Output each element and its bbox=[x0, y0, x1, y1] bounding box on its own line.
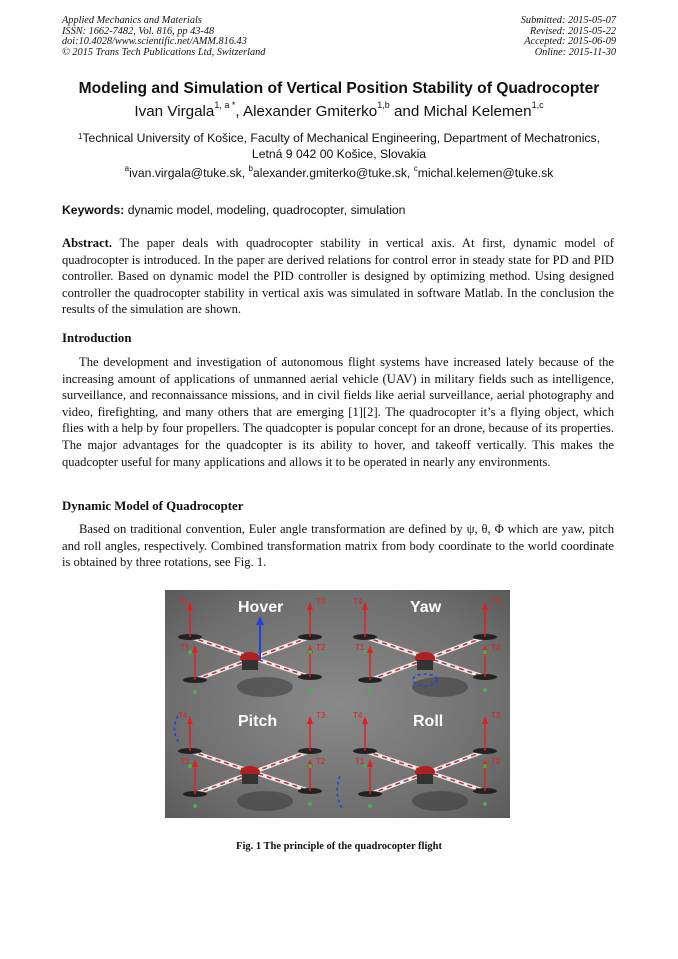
email-superscript: a bbox=[124, 164, 130, 173]
author-superscript: 1,b bbox=[377, 100, 390, 110]
thrust-label: T3 bbox=[316, 597, 326, 606]
issn-line: ISSN: 1662-7482, Vol. 816, pp 43-48 bbox=[62, 25, 215, 37]
thrust-label: T4 bbox=[178, 711, 188, 720]
email-address: ivan.virgala@tuke.sk, bbox=[129, 166, 249, 180]
journal-header-left bbox=[62, 16, 265, 58]
thrust-label: T2 bbox=[491, 757, 501, 766]
journal-header-right bbox=[521, 16, 616, 58]
thrust-label: T1 bbox=[355, 643, 365, 652]
email-superscript: b bbox=[248, 164, 253, 173]
hover-panel bbox=[178, 597, 326, 697]
accepted-date: Accepted: 2015-06-09 bbox=[524, 36, 616, 48]
author-list bbox=[0, 100, 678, 120]
thrust-label: T3 bbox=[491, 597, 501, 606]
author-separator: and bbox=[389, 103, 424, 120]
author-superscript: 1,c bbox=[531, 100, 544, 110]
author-name: Ivan Virgala bbox=[134, 103, 215, 120]
thrust-label: T2 bbox=[491, 643, 501, 652]
pitch-panel bbox=[174, 711, 325, 811]
panel-label-pitch: Pitch bbox=[238, 713, 278, 730]
figure-caption: Fig. 1 The principle of the quadrocopter flight bbox=[236, 841, 442, 852]
email-superscript: c bbox=[413, 164, 418, 173]
revised-date: Revised: 2015-05-22 bbox=[529, 25, 616, 37]
author-superscript: 1, a * bbox=[214, 100, 236, 110]
paper-title: Modeling and Simulation of Vertical Position Stability of Quadrocopter bbox=[78, 80, 600, 97]
yaw-panel bbox=[353, 597, 501, 697]
abstract bbox=[62, 235, 614, 318]
copyright-line: © 2015 Trans Tech Publications Ltd, Switzerland bbox=[62, 46, 266, 58]
affiliation bbox=[62, 131, 616, 162]
email-address: alexander.gmiterko@tuke.sk, bbox=[252, 166, 414, 180]
email-address: michal.kelemen@tuke.sk bbox=[417, 166, 554, 180]
abstract-label: Abstract. bbox=[62, 236, 113, 250]
quadrocopter-illustration bbox=[165, 590, 510, 818]
affiliation-line-2: Letná 9 042 00 Košice, Slovakia bbox=[251, 146, 427, 161]
panel-label-hover: Hover bbox=[238, 599, 284, 616]
abstract-text: The paper deals with quadrocopter stability in vertical axis. At first, dynamic model of quadrocopter is introduced. In the paper are derived relations for control error in steady state for PD and PID controller. Based on dynamic model the PID controller is designed by optimizing method. Using designed controller the quadrocopter stability in vertical axis was simulated in software Matlab. In the conclusion the results of the simulation are shown. bbox=[62, 236, 614, 317]
panel-label-roll: Roll bbox=[413, 713, 444, 730]
thrust-label: T2 bbox=[316, 643, 326, 652]
keywords-text: dynamic model, modeling, quadrocopter, simulation bbox=[124, 203, 406, 217]
email-list bbox=[0, 166, 678, 180]
author-name: Alexander Gmiterko bbox=[242, 103, 378, 120]
doi-line: doi:10.4028/www.scientific.net/AMM.816.43 bbox=[62, 36, 247, 48]
dynamic-model-paragraph: Based on traditional convention, Euler angle transformation are defined by ψ, θ, Φ which are yaw, pitch and roll angles, respectively. Combined transformation matrix from body coordinate to the world coordinate is obtained by three rotations, see Fig. 1. bbox=[62, 522, 614, 570]
thrust-label: T1 bbox=[180, 757, 190, 766]
thrust-label: T3 bbox=[316, 711, 326, 720]
affiliation-superscript: 1 bbox=[78, 132, 83, 141]
thrust-label: T2 bbox=[316, 757, 326, 766]
section-heading-dynamic-model: Dynamic Model of Quadrocopter bbox=[62, 499, 244, 513]
submitted-date: Submitted: 2015-05-07 bbox=[520, 15, 616, 26]
introduction-paragraph: The development and investigation of autonomous flight systems have increased lately because of the increasing amount of applications of unmanned aerial vehicle (UAV) in military fields such as intelligence, surveillance, and reconnaissance missions, and in civil fields like aerial surveillance, aerial photography and video, firefighting, and many others that are emerging [1][2]. The quadrocopter it’s a flying object, which flies with a help by four propellers. The quadcopter is popular concept for an drone, because of its properties. The major advantages for the quadcopter is its ability to hover, and takeoff vertically. This makes the quadcopter useful for many applications and allows it to be operated in nearly any environments. bbox=[62, 355, 614, 469]
journal-name: Applied Mechanics and Materials bbox=[62, 15, 202, 26]
thrust-label: T1 bbox=[355, 757, 365, 766]
keywords bbox=[62, 203, 616, 217]
thrust-label: T3 bbox=[491, 711, 501, 720]
panel-label-yaw: Yaw bbox=[410, 599, 442, 616]
keywords-label: Keywords: bbox=[62, 203, 125, 217]
thrust-label: T1 bbox=[180, 643, 190, 652]
section-heading-introduction: Introduction bbox=[62, 331, 132, 345]
thrust-label: T4 bbox=[353, 711, 363, 720]
thrust-label: T4 bbox=[353, 597, 363, 606]
online-date: Online: 2015-11-30 bbox=[534, 46, 616, 58]
roll-panel bbox=[337, 711, 501, 811]
thrust-label: T4 bbox=[178, 597, 188, 606]
author-name: Michal Kelemen bbox=[423, 103, 532, 120]
affiliation-line-1: Technical University of Košice, Faculty of Mechanical Engineering, Department of Mechatronics, bbox=[82, 131, 600, 145]
author-separator: , bbox=[235, 103, 243, 120]
quadrocopter-figure bbox=[165, 590, 510, 818]
